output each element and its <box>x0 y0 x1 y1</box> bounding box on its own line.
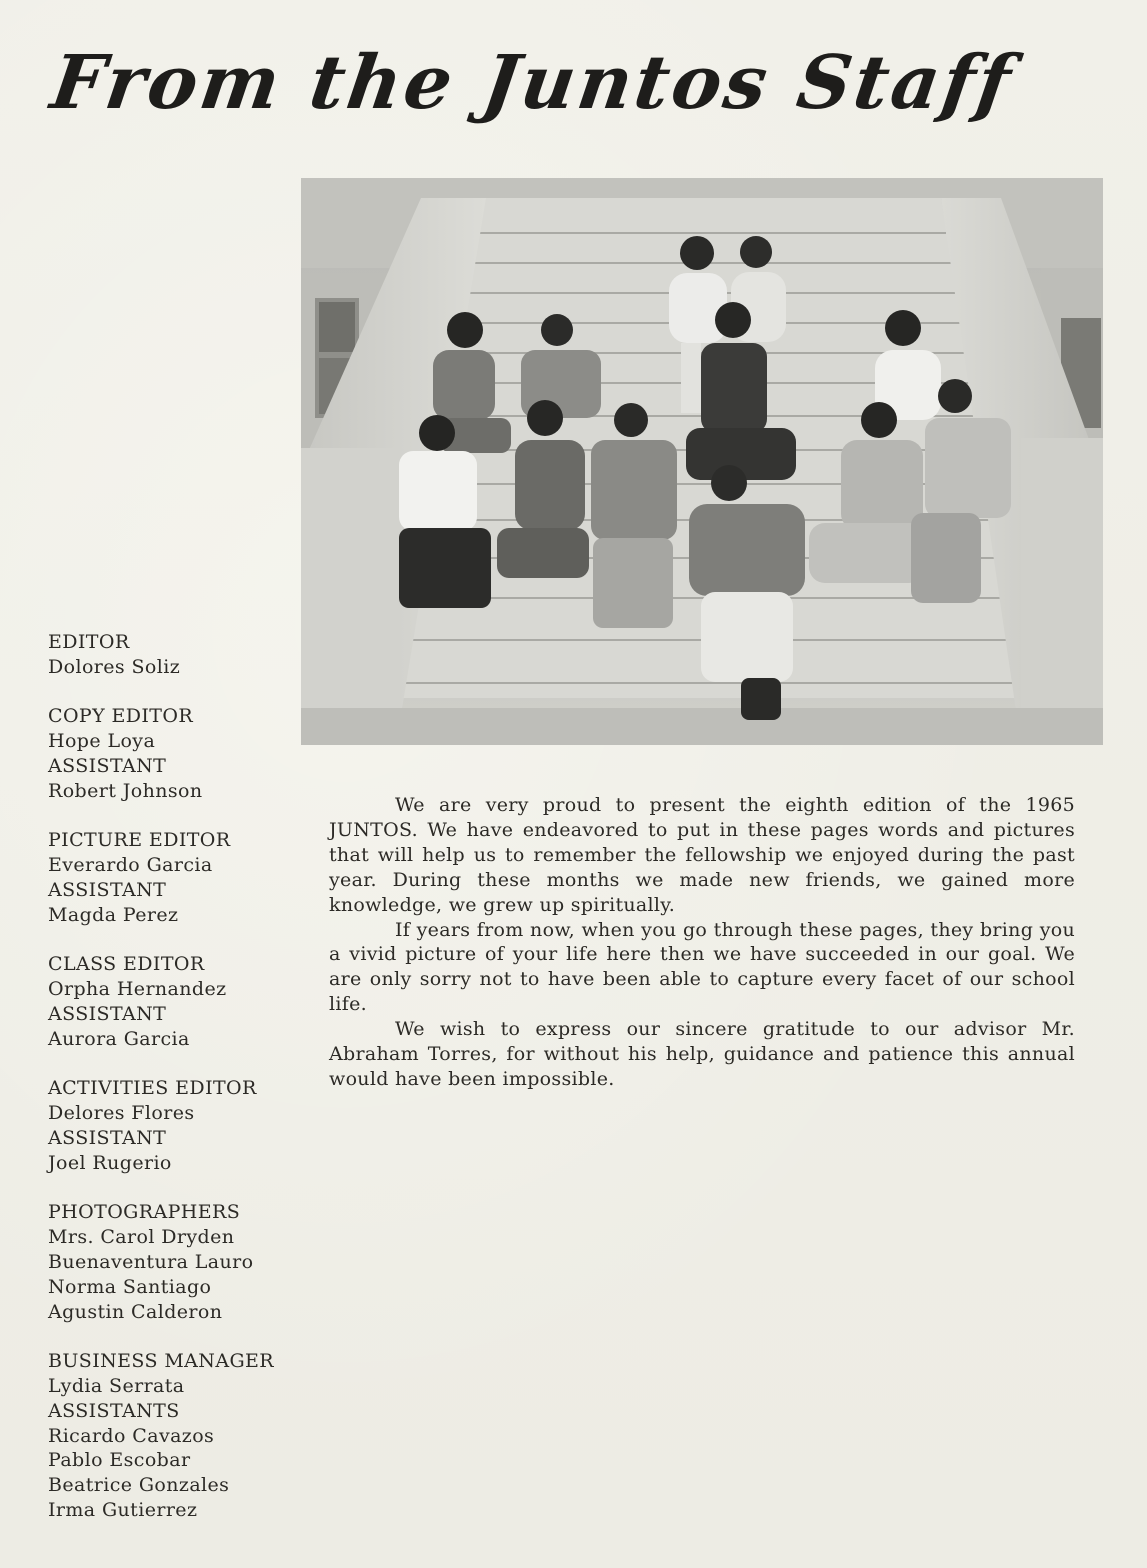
staff-name: Ricardo Cavazos <box>48 1424 215 1447</box>
paragraph: We wish to express our sincere gratitude to our advisor Mr. Abraham Torres, for without his help, guidance and patience this annual would have been impossible. <box>329 1018 1075 1090</box>
staff-role: COPY EDITOR <box>48 705 194 728</box>
staff-section <box>48 1349 298 1523</box>
staff-section <box>48 630 298 680</box>
staff-name: Pablo Escobar <box>48 1449 191 1472</box>
staff-name: Irma Gutierrez <box>48 1498 198 1521</box>
staff-section <box>48 828 298 927</box>
paragraph: If years from now, when you go through these pages, they bring you a vivid picture of your life here then we have succeeded in our goal. We are only sorry not to have been able to capture every facet of our school life. <box>329 918 1075 1016</box>
staff-name: Joel Rugerio <box>48 1151 172 1174</box>
staff-section <box>48 1200 298 1324</box>
staff-name: Orpha Hernandez <box>48 978 227 1001</box>
staff-role: BUSINESS MANAGER <box>48 1350 275 1373</box>
staff-name: Lydia Serrata <box>48 1374 185 1397</box>
staff-name: Delores Flores <box>48 1102 195 1125</box>
page-title: From the Juntos Staff <box>45 40 1019 126</box>
staff-group-photo <box>301 178 1103 745</box>
staff-name: Robert Johnson <box>48 779 203 802</box>
staff-name: ASSISTANT <box>48 878 167 901</box>
staff-role: PICTURE EDITOR <box>48 829 231 852</box>
staff-section <box>48 1076 298 1175</box>
staff-section <box>48 952 298 1051</box>
staff-name: ASSISTANT <box>48 1126 167 1149</box>
staff-name: Dolores Soliz <box>48 655 181 678</box>
staff-name: Agustin Calderon <box>48 1300 223 1323</box>
staff-name: ASSISTANT <box>48 1002 167 1025</box>
staff-role: CLASS EDITOR <box>48 953 205 976</box>
staff-name: Everardo Garcia <box>48 854 213 877</box>
staff-name: Hope Loya <box>48 730 156 753</box>
staff-name: Norma Santiago <box>48 1275 212 1298</box>
staff-name: Mrs. Carol Dryden <box>48 1226 235 1249</box>
staff-name: ASSISTANTS <box>48 1399 180 1422</box>
staff-name: Beatrice Gonzales <box>48 1474 230 1497</box>
intro-text <box>329 793 1075 1092</box>
staff-section <box>48 704 298 803</box>
staff-role: ACTIVITIES EDITOR <box>48 1077 257 1100</box>
staff-list <box>48 630 298 1547</box>
staff-name: ASSISTANT <box>48 754 167 777</box>
paragraph: We are very proud to present the eighth edition of the 1965 JUNTOS. We have endeavored to put in these pages words and pictures that will help us to remember the fellowship we enjoyed during the past year. During these months we made new friends, we gained more knowledge, we grew up spiritually. <box>329 794 1075 916</box>
staff-name: Buenaventura Lauro <box>48 1250 254 1273</box>
staff-role: EDITOR <box>48 631 130 653</box>
staff-role: PHOTOGRAPHERS <box>48 1201 241 1224</box>
staff-name: Magda Perez <box>48 903 179 926</box>
staff-name: Aurora Garcia <box>48 1027 190 1050</box>
